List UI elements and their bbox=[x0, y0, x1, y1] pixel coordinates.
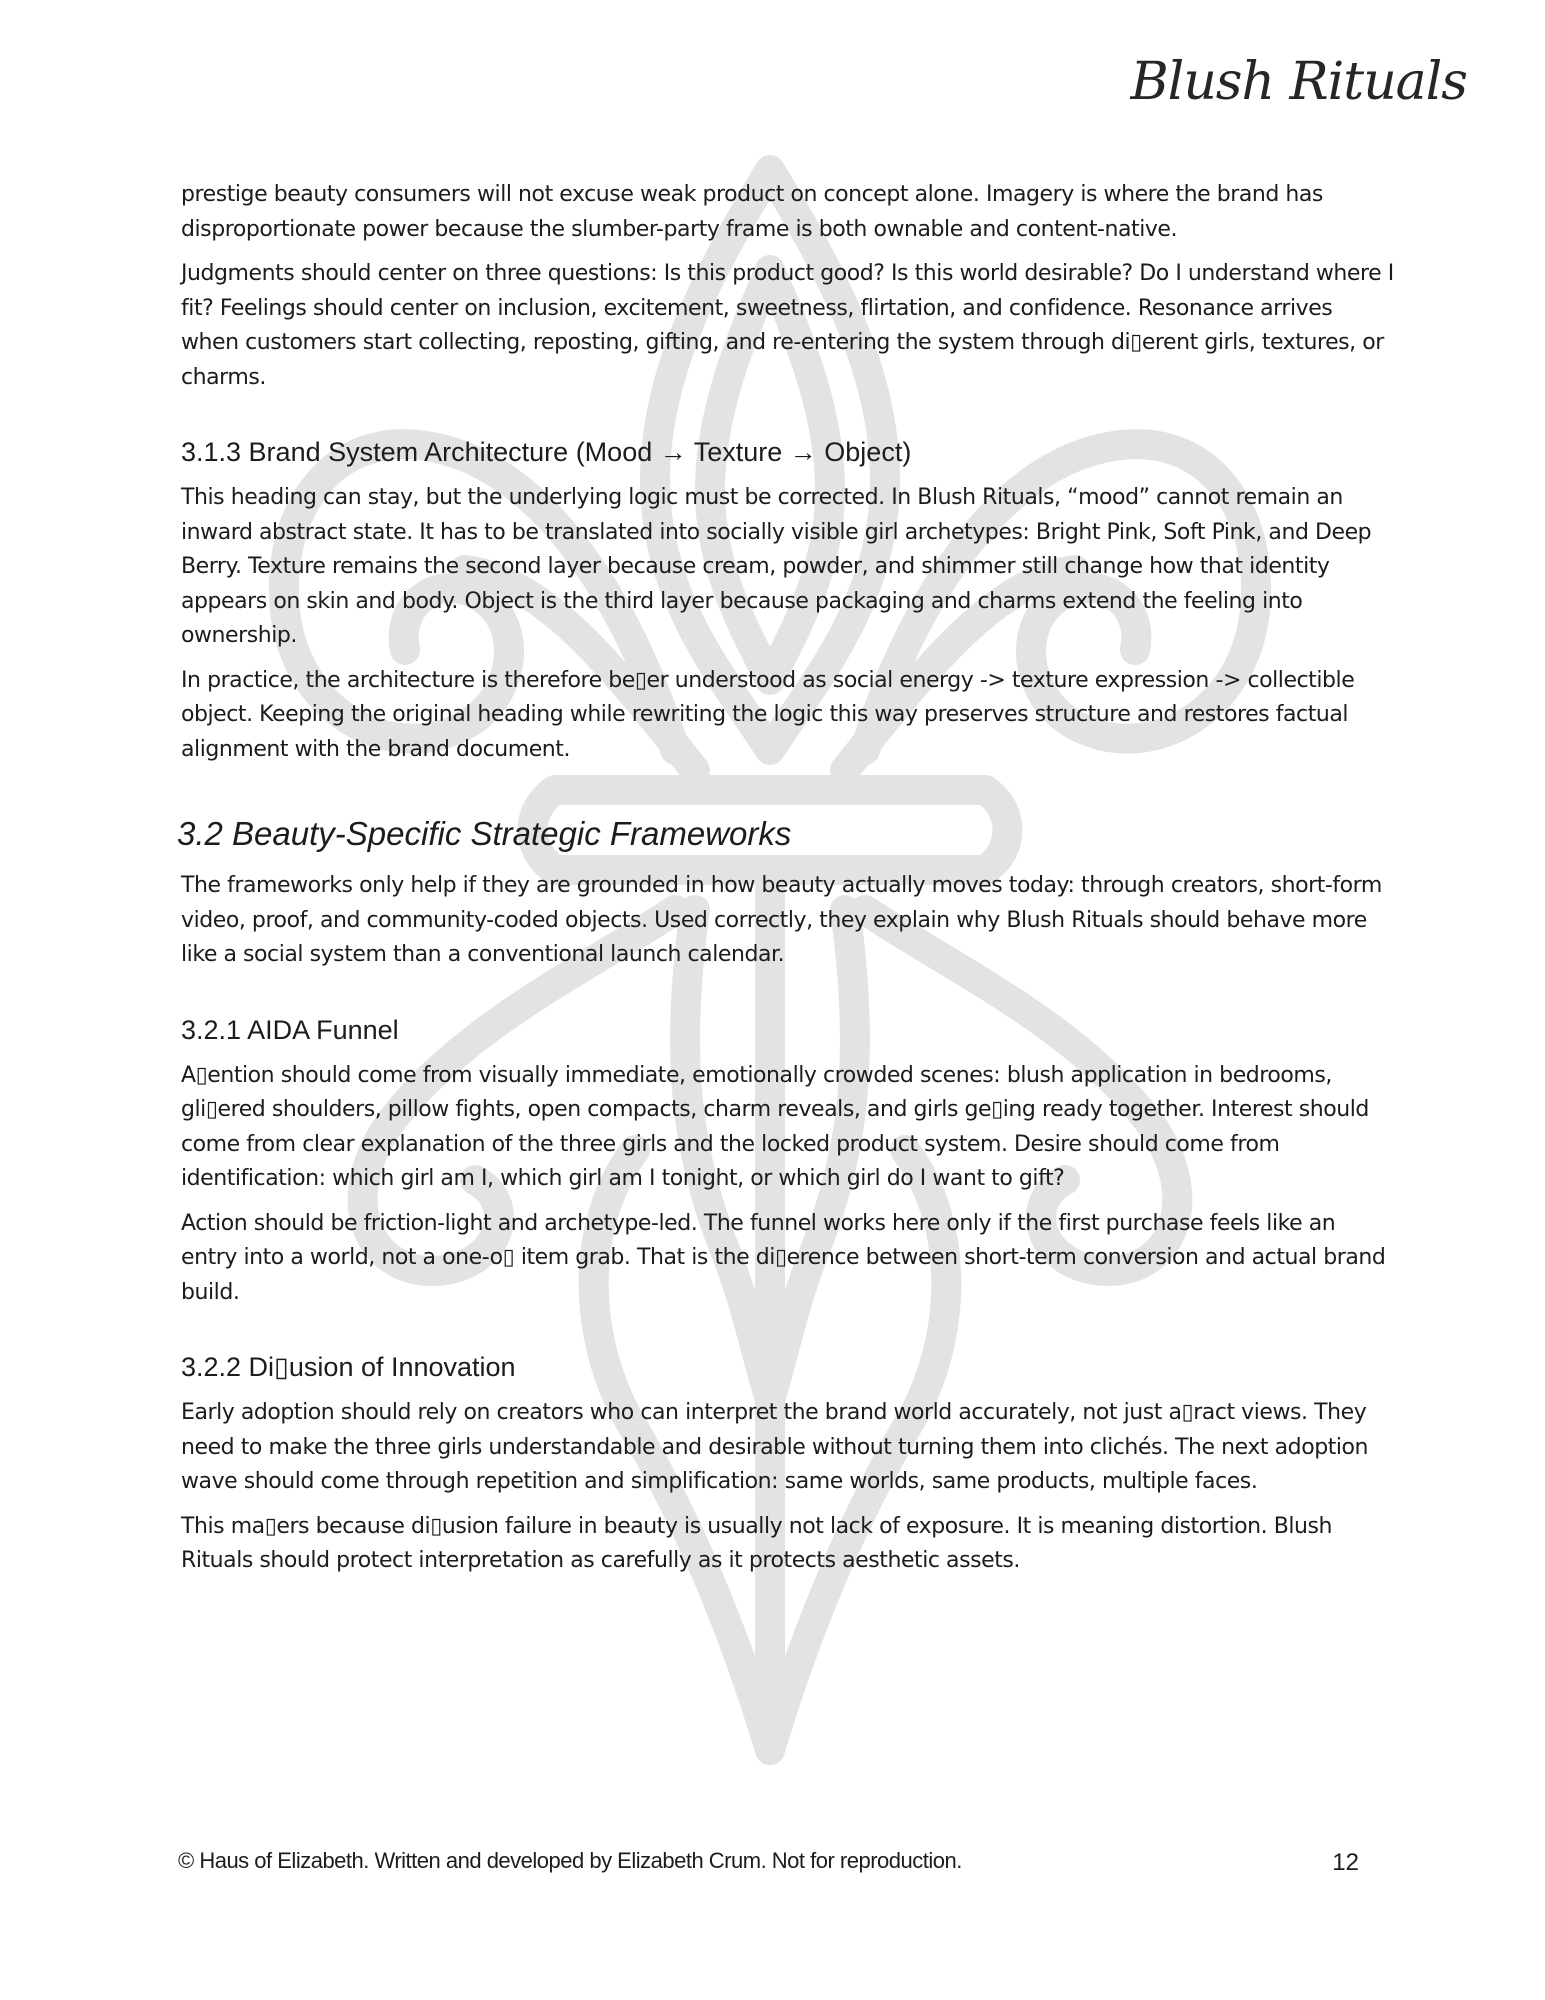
paragraph: This heading can stay, but the underlying logic must be corrected. In Blush Rituals, “mood” cannot remain an inward abstract state. It has to be translated into socially visible girl archetypes: Bright Pink, Soft Pink, and Deep Berry. Texture remains the second layer because cream, powder, and shimmer still change how that identity appears on skin and body. Object is the third layer because packaging and charms extend the feeling into ownership. bbox=[181, 485, 1372, 648]
brand-logo: Blush Rituals bbox=[1130, 52, 1467, 112]
paragraph: In practice, the architecture is therefore be▯er understood as social energy -> texture expression -> collectible object. Keeping the original heading while rewriting the logic this way preserves structure and restores factual alignment with the brand document. bbox=[181, 667, 1355, 762]
paragraph: The frameworks only help if they are grounded in how beauty actually moves today: through creators, short-form video, proof, and community-coded objects. Used correctly, they explain why Blush Rituals should behave more like a social system than a conventional launch calendar. bbox=[181, 873, 1382, 967]
page-number: 12 bbox=[1332, 1849, 1359, 1876]
footer-copyright: © Haus of Elizabeth. Written and developed by Elizabeth Crum. Not for reproduction. bbox=[178, 1848, 962, 1873]
page-content bbox=[177, 178, 1396, 1589]
paragraph: prestige beauty consumers will not excuse weak product on concept alone. Imagery is where the brand has disproportionate power because the slumber-party frame is both ownable and content-native. bbox=[181, 182, 1323, 242]
section-heading-3-2-2: 3.2.2 Di▯usion of Innovation bbox=[181, 1352, 516, 1382]
paragraph: Action should be friction-light and archetype-led. The funnel works here only if the first purchase feels like an entry into a world, not a one-o▯ item grab. That is the di▯erence between short-term conversion and actual brand build. bbox=[181, 1210, 1386, 1305]
section-heading-3-1-3: 3.1.3 Brand System Architecture (Mood → Texture → Object) bbox=[181, 437, 912, 467]
paragraph: Judgments should center on three questions: Is this product good? Is this world desirable? Do I understand where I fit? Feelings should center on inclusion, excitement, sweetness, flirtation, and confidence. Resonance arrives when customers start collecting, reposting, gifting, and re-entering the system through di▯erent girls, textures, or charms. bbox=[181, 261, 1394, 390]
paragraph: Early adoption should rely on creators who can interpret the brand world accurately, not just a▯ract views. They need to make the three girls understandable and desirable without turning them into clichés. The next adoption wave should come through repetition and simplification: same worlds, same products, multiple faces. bbox=[181, 1400, 1369, 1494]
paragraph: A▯ention should come from visually immediate, emotionally crowded scenes: blush application in bedrooms, gli▯ered shoulders, pillow fights, open compacts, charm reveals, and girls ge▯ing ready together. Interest should come from clear explanation of the three girls and the locked product system. Desire should come from identification: which girl am I, which girl am I tonight, or which girl do I want to gift? bbox=[181, 1062, 1369, 1191]
paragraph: This ma▯ers because di▯usion failure in beauty is usually not lack of exposure. It is meaning distortion. Blush Rituals should protect interpretation as carefully as it protects aesthetic assets. bbox=[181, 1513, 1333, 1573]
section-heading-3-2: 3.2 Beauty-Specific Strategic Frameworks bbox=[177, 815, 792, 852]
section-heading-3-2-1: 3.2.1 AIDA Funnel bbox=[181, 1014, 399, 1045]
